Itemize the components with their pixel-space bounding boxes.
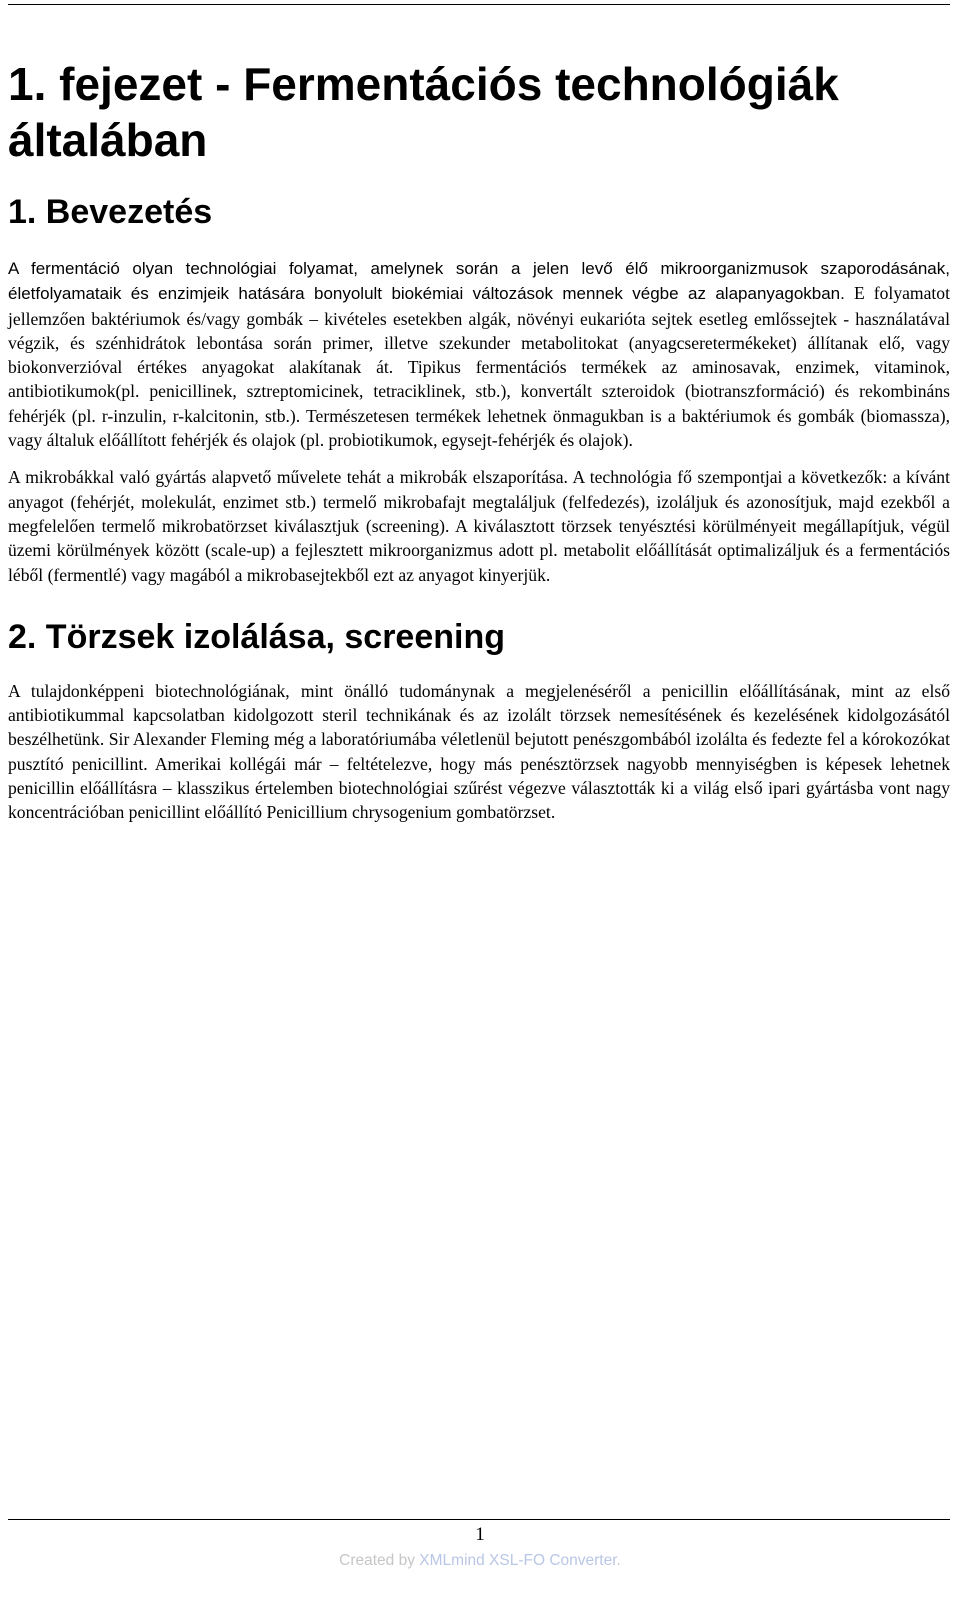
section-heading-screening: 2. Törzsek izolálása, screening (8, 617, 506, 656)
intro-paragraph-1-body: E folyamatot jellemzően baktériumok és/vagy gombák – kivételes esetekben algák, növényi eukarióta sejtek esetleg emlőssejtek - használatával végzik, és szénhidrátok lebontása során primer, illetve szekunder metabolitokat (anyagcseretermékeket) állítanak elő, vagy biokonverzióval értékes anyagokat alakítanak át. Tipikus fermentációs termékek az aminosavak, enzimek, vitaminok, antibiotikumok(pl. penicillinek, sztreptomicinek, tetraciklinek, stb.), konvertált szteroidok (biotranszformáció) és rekombináns fehérjék (pl. r-inzulin, r-kalcitonin, stb.). Természetesen termékek lehetnek önmagukban is a baktériumok és gombák (biomassza), vagy általuk előállított fehérjék és olajok (pl. probiotikumok, egysejt-fehérjék és olajok). (8, 283, 950, 451)
footer-credit (0, 1552, 960, 1570)
page-number: 1 (475, 1524, 485, 1545)
intro-paragraph-2: A mikrobákkal való gyártás alapvető művelete tehát a mikrobák elszaporítása. A technológia fő szempontjai a következők: a kívánt anyagot (fehérjét, molekulát, enzimet stb.) termelő mikrobafajt megtaláljuk (felfedezés), izoláljuk és azonosítjuk, majd ezekből a megfelelően termelő mikrobatörzset kiválasztjuk (screening). A kiválasztott törzsek tenyésztési körülményeit megállapítjuk, végül üzemi körülmények között (scale-up) a fejlesztett mikroorganizmus adott pl. metabolit előállítását optimalizáljuk és a fermentációs léből (fermentlé) vagy magából a mikrobasejtekből ezt az anyagot kinyerjük. (8, 467, 950, 585)
footer-credit-link[interactable]: XMLmind XSL-FO Converter (419, 1552, 617, 1569)
page-content (8, 0, 950, 825)
intro-paragraph-1 (8, 256, 950, 452)
section-heading-intro: 1. Bevezetés (8, 193, 213, 231)
footer-rule (8, 1519, 950, 1520)
screening-paragraph-1: A tulajdonképpeni biotechnológiának, mint önálló tudománynak a megjelenéséről a penicillin előállításának, mint az első antibiotikummal kapcsolatban kidolgozott steril technikának és az izolált törzsek nemesítésének és kezelésének kidolgozásától beszélhetünk. Sir Alexander Fleming még a laboratóriumába véletlenül bejutott penészgombából izolálta és fedezte fel a kórokozókat pusztító penicillint. Amerikai kollégái már – feltételezve, hogy más penésztörzsek nagyobb mennyiségben is képesek lehetnek penicillin előállításra – klasszikus értelemben biotechnológiai szűrést végezve választották ki a világ első ipari gyártásba vont nagy koncentrációban penicillint előállító Penicillium chrysogenium gombatörzset. (8, 680, 950, 823)
footer-credit-suffix: . (616, 1552, 621, 1569)
intro-paragraph-1-lead: A fermentáció olyan technológiai folyamat, amelynek során a jelen levő élő mikroorganizmusok szaporodásának, életfolyamataik és enzimjeik hatására bonyolult biokémiai változások mennek végbe az alapanyagokban. (8, 259, 950, 304)
chapter-title: 1. fejezet - Fermentációs technológiák általában (8, 58, 839, 166)
footer-credit-prefix: Created by (339, 1552, 420, 1569)
